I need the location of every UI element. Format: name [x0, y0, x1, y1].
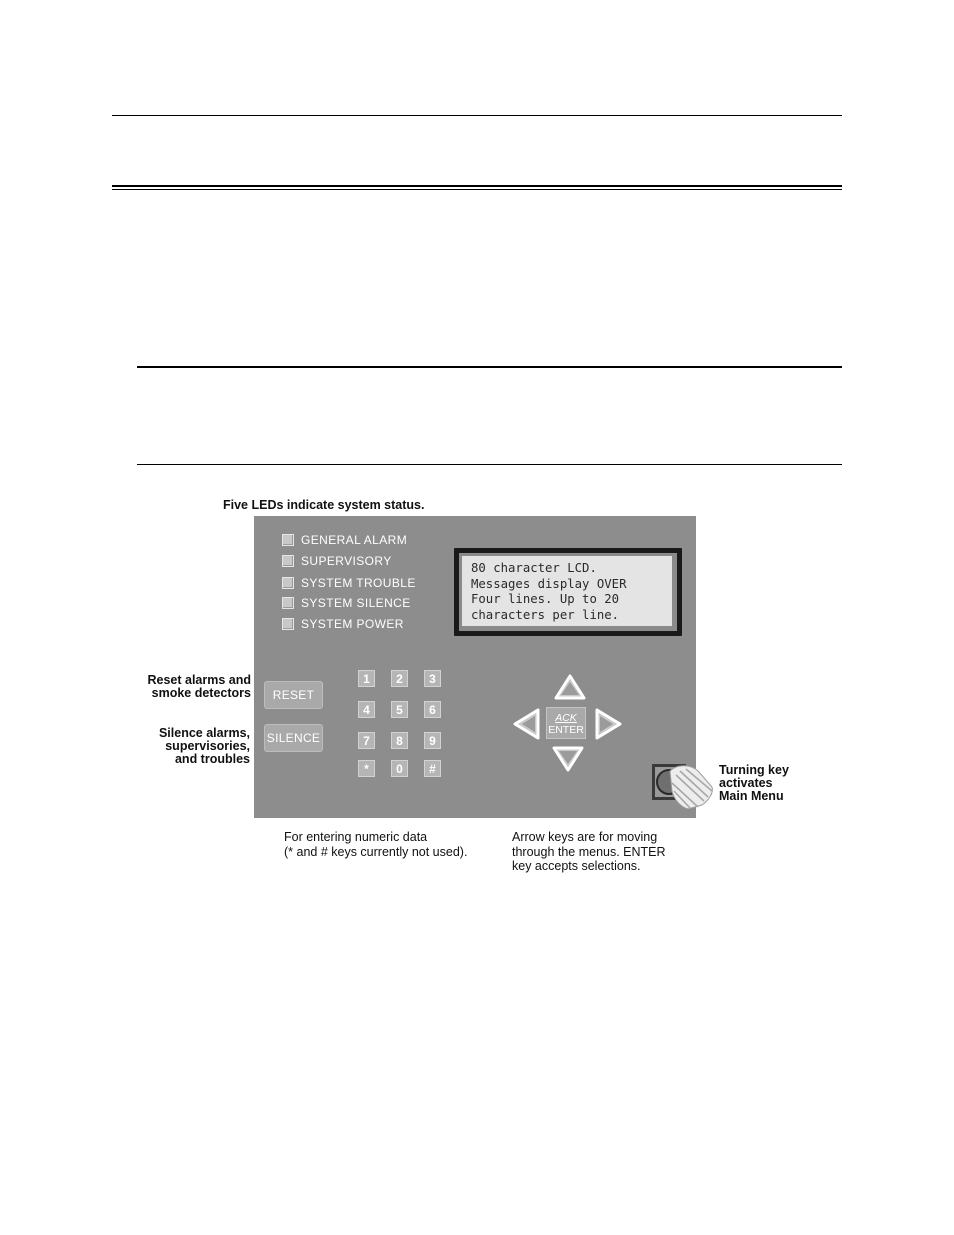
header-double-rule-bottom: [112, 189, 842, 190]
key-callout: Turning key activates Main Menu: [719, 763, 789, 803]
arrow-down-icon[interactable]: [551, 745, 585, 773]
keypad-key-7[interactable]: 7: [358, 732, 375, 749]
ack-label: ACK: [555, 712, 577, 724]
keypad-key-5[interactable]: 5: [391, 701, 408, 718]
key-switch-icon[interactable]: [650, 761, 720, 817]
keypad-key-4[interactable]: 4: [358, 701, 375, 718]
keypad-key-2[interactable]: 2: [391, 670, 408, 687]
lcd-line-3: Four lines. Up to 20: [471, 592, 620, 606]
lcd-screen: [462, 556, 672, 626]
led-general-alarm: [282, 533, 407, 547]
lcd-line-2: Messages display OVER: [471, 576, 627, 591]
reset-button[interactable]: RESET: [264, 681, 323, 709]
reset-callout: Reset alarms and smoke detectors: [147, 673, 251, 700]
led-supervisory: [282, 554, 392, 568]
control-panel: [254, 516, 696, 818]
keypad-key-8[interactable]: 8: [391, 732, 408, 749]
keypad-key-hash[interactable]: #: [424, 760, 441, 777]
arrow-up-icon[interactable]: [553, 673, 587, 701]
led-indicator: [282, 534, 294, 546]
header-rule: [112, 115, 842, 116]
ack-enter-button[interactable]: [546, 707, 586, 739]
led-label: SYSTEM POWER: [301, 617, 404, 631]
keypad-key-6[interactable]: 6: [424, 701, 441, 718]
silence-callout: Silence alarms, supervisories, and troubles: [158, 726, 250, 766]
silence-button[interactable]: SILENCE: [264, 724, 323, 752]
keypad-key-3[interactable]: 3: [424, 670, 441, 687]
arrow-left-icon[interactable]: [512, 706, 542, 742]
keypad-key-1[interactable]: 1: [358, 670, 375, 687]
led-indicator: [282, 555, 294, 567]
header-double-rule-top: [112, 185, 842, 187]
keypad-key-9[interactable]: 9: [424, 732, 441, 749]
arrows-callout: Arrow keys are for moving through the menus. ENTER key accepts selections.: [512, 830, 666, 873]
led-label: GENERAL ALARM: [301, 533, 408, 547]
keypad-key-star[interactable]: *: [358, 760, 375, 777]
section-rule-bottom: [137, 464, 842, 465]
led-indicator: [282, 597, 294, 609]
led-label: SYSTEM SILENCE: [301, 596, 411, 610]
enter-label: ENTER: [548, 724, 584, 736]
led-indicator: [282, 577, 294, 589]
led-system-trouble: [282, 576, 416, 590]
keypad-key-0[interactable]: 0: [391, 760, 408, 777]
led-label: SUPERVISORY: [301, 554, 392, 568]
led-label: SYSTEM TROUBLE: [301, 576, 416, 590]
section-rule-top: [137, 366, 842, 368]
lcd-line-4: characters per line.: [471, 607, 620, 622]
lcd-display: [454, 548, 682, 636]
led-indicator: [282, 618, 294, 630]
lcd-bezel: [459, 553, 677, 631]
numeric-callout: For entering numeric data (* and # keys currently not used).: [284, 830, 468, 859]
lcd-line-1: 80 character LCD.: [471, 561, 597, 575]
led-system-power: [282, 617, 404, 631]
led-caption: Five LEDs indicate system status.: [223, 498, 425, 512]
arrow-right-icon[interactable]: [593, 706, 623, 742]
led-system-silence: [282, 596, 411, 610]
